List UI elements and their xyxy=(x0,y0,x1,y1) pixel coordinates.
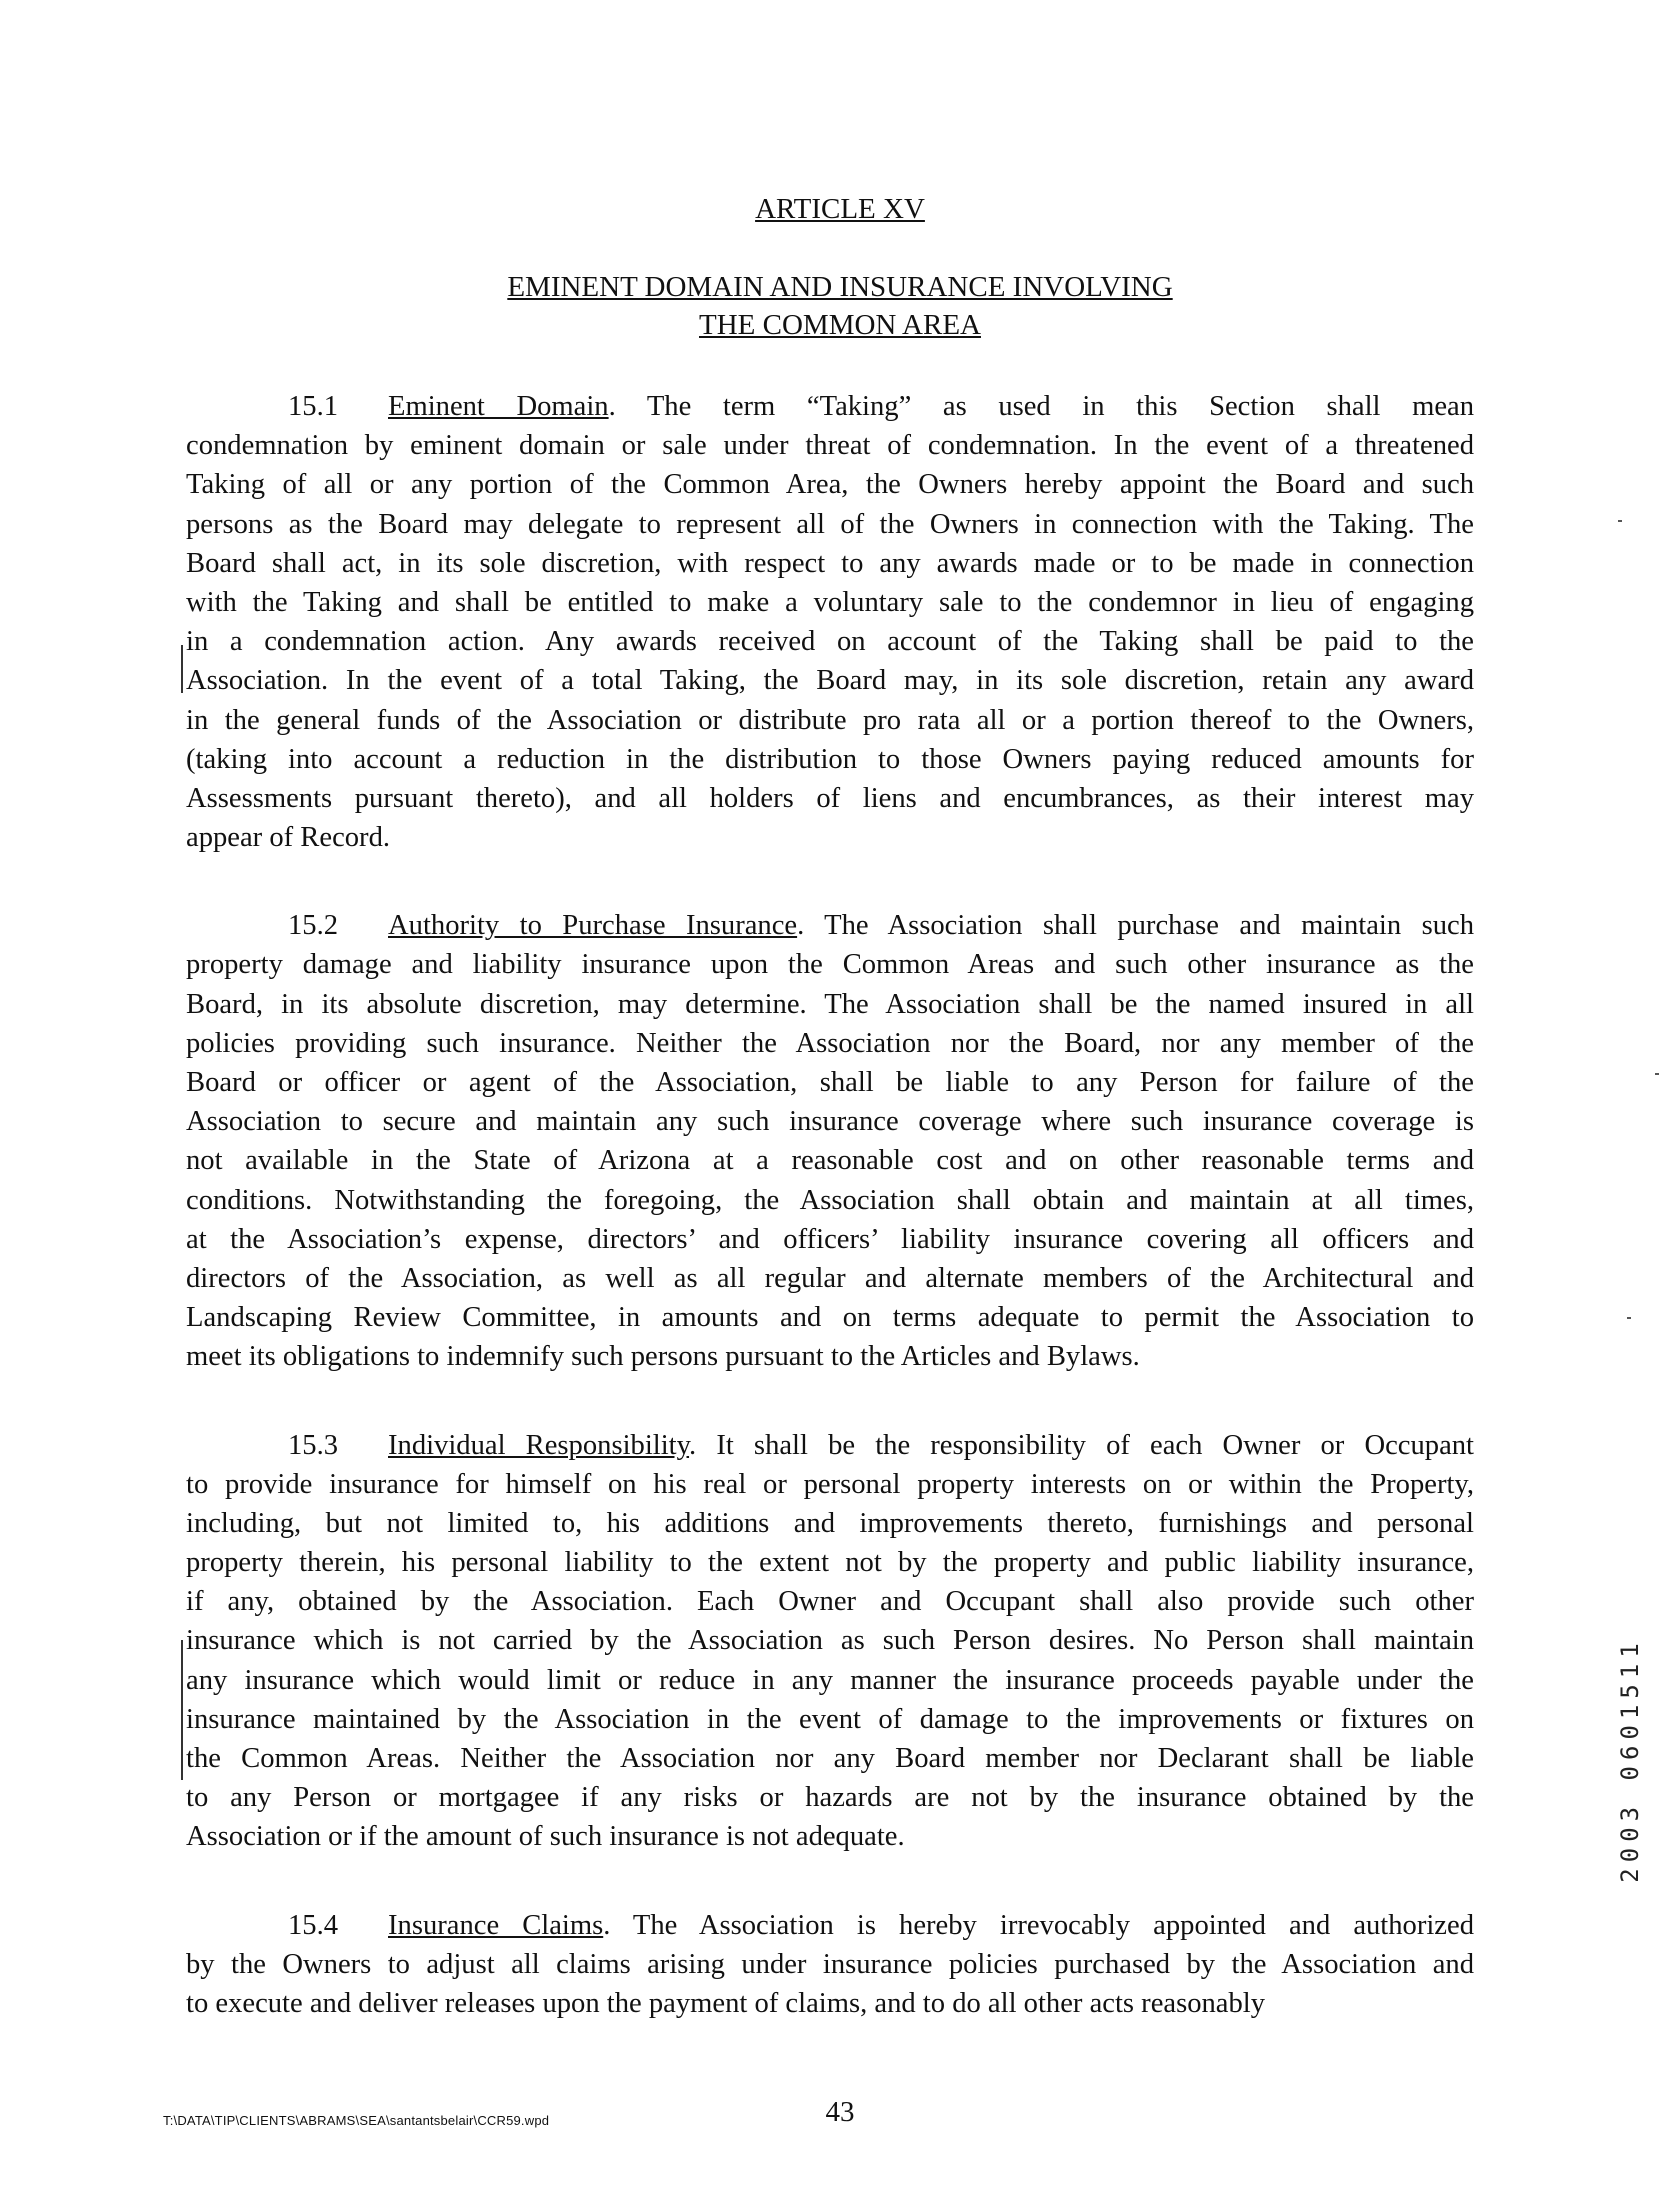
section-line: in a condemnation action. Any awards received on account of the Taking shall be paid to the xyxy=(186,626,1474,658)
section-line: appear of Record. xyxy=(186,822,391,854)
left-margin-bar xyxy=(181,1640,183,1780)
section-line: directors of the Association, as well as all regular and alternate members of the Architectural and xyxy=(186,1262,1474,1294)
section-line: not available in the State of Arizona at a reasonable cost and on other reasonable terms and xyxy=(186,1145,1474,1177)
title-line-2: THE COMMON AREA xyxy=(699,309,981,341)
left-margin-bar xyxy=(181,645,183,693)
section-line: Landscaping Review Committee, in amounts and on terms adequate to permit the Association to xyxy=(186,1302,1474,1334)
margin-mark xyxy=(1618,520,1622,522)
section-line: property damage and liability insurance upon the Common Areas and such other insurance as the xyxy=(186,949,1474,981)
section-line xyxy=(186,906,1474,945)
section-line: in the general funds of the Association or distribute pro rata all or a portion thereof to the Owners, xyxy=(186,704,1474,736)
section-line: to any Person or mortgagee if any risks or hazards are not by the insurance obtained by the xyxy=(186,1782,1474,1814)
margin-mark xyxy=(1627,1317,1631,1319)
section-line: insurance which is not carried by the Association as such Person desires. No Person shall maintain xyxy=(186,1625,1474,1657)
section-number: 15.1 xyxy=(288,391,339,422)
section-line: condemnation by eminent domain or sale under threat of condemnation. In the event of a threatened xyxy=(186,430,1474,462)
section-line: Taking of all or any portion of the Common Area, the Owners hereby appoint the Board and such xyxy=(186,469,1474,501)
section-text: . The Association shall purchase and maintain such xyxy=(797,910,1474,942)
recording-stamp: 2003 0601511 xyxy=(1616,1637,1644,1883)
section-line: conditions. Notwithstanding the foregoing, the Association shall obtain and maintain at all times, xyxy=(186,1184,1474,1216)
section-line: policies providing such insurance. Neither the Association nor the Board, nor any member of the xyxy=(186,1027,1474,1059)
page-number: 43 xyxy=(825,2096,855,2128)
section-line xyxy=(186,387,1474,426)
section-number: 15.2 xyxy=(288,910,339,942)
article-heading: ARTICLE XV xyxy=(755,193,925,225)
section-15-1 xyxy=(186,387,1474,857)
section-line: persons as the Board may delegate to represent all of the Owners in connection with the Taking. The xyxy=(186,508,1474,540)
section-line: Association to secure and maintain any such insurance coverage where such insurance coverage is xyxy=(186,1106,1474,1138)
section-15-3 xyxy=(186,1426,1474,1857)
section-text: . It shall be the responsibility of each Owner or Occupant xyxy=(689,1429,1475,1461)
section-text: . The term “Taking” as used in this Section shall mean xyxy=(608,391,1474,422)
document-body xyxy=(186,387,1474,2072)
section-line: at the Association’s expense, directors’ and officers’ liability insurance covering all officers and xyxy=(186,1223,1474,1255)
section-line xyxy=(186,1906,1474,1945)
section-number: 15.4 xyxy=(288,1909,339,1941)
section-15-2 xyxy=(186,906,1474,1376)
section-heading: Individual Responsibility xyxy=(388,1429,690,1461)
section-number: 15.3 xyxy=(288,1429,339,1461)
section-line: Board, in its absolute discretion, may determine. The Association shall be the named insured in all xyxy=(186,988,1474,1020)
section-heading: Authority to Purchase Insurance xyxy=(388,910,798,942)
section-line: the Common Areas. Neither the Association nor any Board member nor Declarant shall be liable xyxy=(186,1743,1474,1774)
section-line: meet its obligations to indemnify such persons pursuant to the Articles and Bylaws. xyxy=(186,1341,1140,1373)
section-line: with the Taking and shall be entitled to make a voluntary sale to the condemnor in lieu of engaging xyxy=(186,586,1474,618)
section-heading: Eminent Domain xyxy=(388,391,609,422)
section-line: to execute and deliver releases upon the payment of claims, and to do all other acts reasonably xyxy=(186,1987,1266,2019)
title-line-1: EMINENT DOMAIN AND INSURANCE INVOLVING xyxy=(507,271,1173,303)
section-line: Board shall act, in its sole discretion, with respect to any awards made or to be made in connection xyxy=(186,547,1474,579)
section-line: by the Owners to adjust all claims arising under insurance policies purchased by the Association and xyxy=(186,1948,1474,1980)
section-text: . The Association is hereby irrevocably appointed and authorized xyxy=(603,1909,1474,1941)
section-line: any insurance which would limit or reduce in any manner the insurance proceeds payable under the xyxy=(186,1664,1474,1696)
section-line: Association or if the amount of such insurance is not adequate. xyxy=(186,1821,905,1853)
section-line: to provide insurance for himself on his real or personal property interests on or within the Property, xyxy=(186,1468,1474,1500)
section-line: if any, obtained by the Association. Each Owner and Occupant shall also provide such other xyxy=(186,1586,1474,1618)
section-line xyxy=(186,1426,1474,1465)
margin-mark xyxy=(1655,1073,1659,1075)
section-15-4 xyxy=(186,1906,1474,2024)
section-line: insurance maintained by the Association in the event of damage to the improvements or fixtures on xyxy=(186,1703,1474,1735)
section-line: (taking into account a reduction in the distribution to those Owners paying reduced amounts for xyxy=(186,743,1474,775)
section-heading: Insurance Claims xyxy=(388,1909,604,1941)
section-line: Assessments pursuant thereto), and all holders of liens and encumbrances, as their interest may xyxy=(186,782,1474,814)
section-line: Association. In the event of a total Taking, the Board may, in its sole discretion, retain any award xyxy=(186,665,1474,697)
section-line: property therein, his personal liability to the extent not by the property and public liability insurance, xyxy=(186,1547,1474,1579)
section-line: including, but not limited to, his additions and improvements thereto, furnishings and personal xyxy=(186,1507,1474,1539)
footer-file-path: T:\DATA\TIP\CLIENTS\ABRAMS\SEA\santantsbelair\CCR59.wpd xyxy=(163,2113,550,2128)
section-line: Board or officer or agent of the Association, shall be liable to any Person for failure of the xyxy=(186,1067,1474,1098)
article-title xyxy=(0,268,1680,344)
